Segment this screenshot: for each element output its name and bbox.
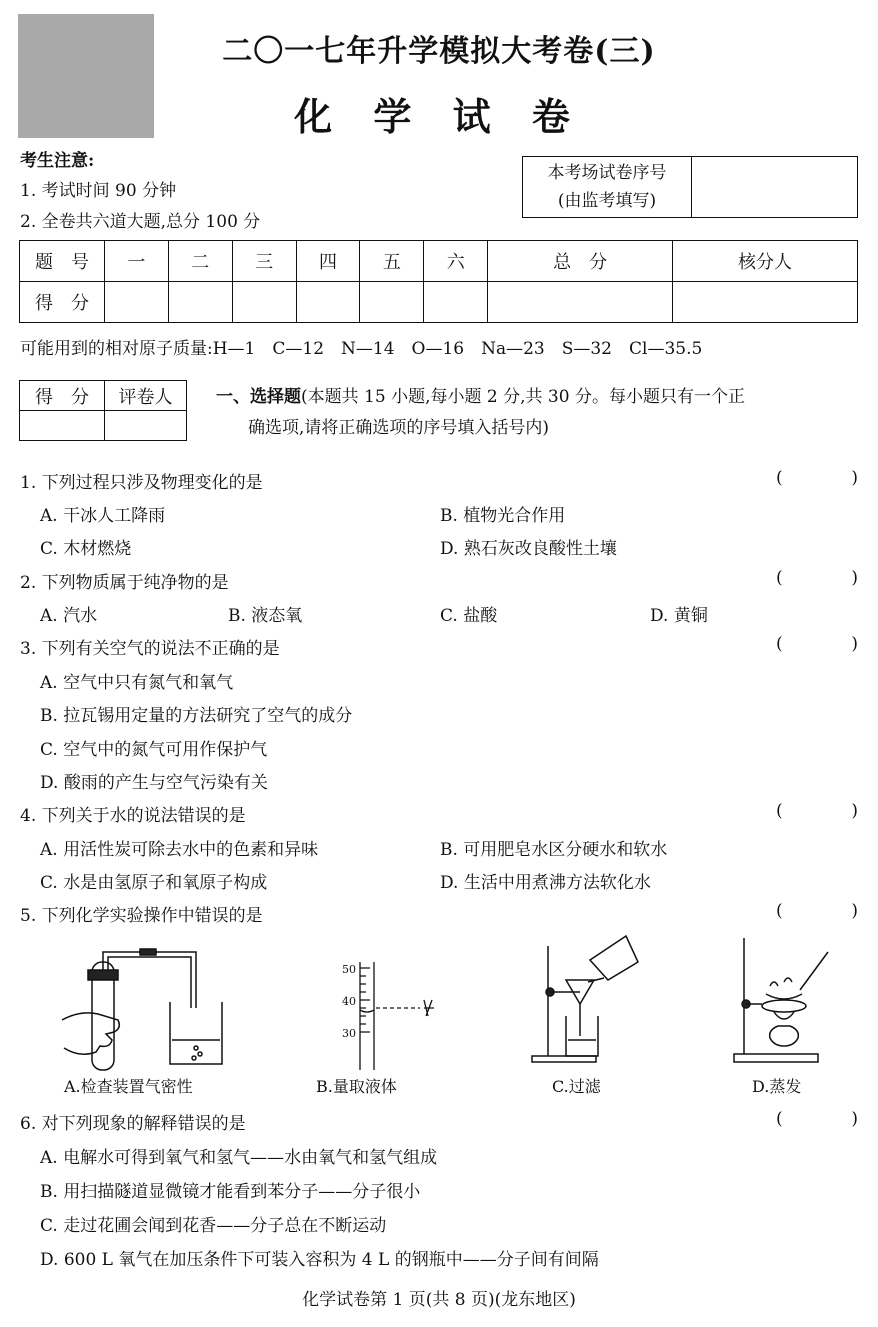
option: B. 植物光合作用 (440, 506, 566, 526)
notice-heading: 考生注意: (20, 151, 95, 171)
option: C. 空气中的氮气可用作保护气 (40, 740, 268, 760)
section-title: 一、选择题(本题共 15 小题,每小题 2 分,共 30 分。每小题只有一个正 确选项,请将正确选项的序号填入括号内) (216, 387, 745, 438)
option: B. 可用肥皂水区分硬水和软水 (440, 840, 668, 860)
question-stem: 5. 下列化学实验操作中错误的是 (20, 906, 263, 926)
option: D. 熟石灰改良酸性土壤 (440, 539, 617, 559)
option: B. 拉瓦锡用定量的方法研究了空气的成分 (40, 706, 353, 726)
apparatus-airtight-check (50, 940, 250, 1072)
seat-number-field[interactable] (692, 157, 858, 218)
option: D. 黄铜 (650, 606, 708, 626)
figure-label: B.量取液体 (316, 1077, 397, 1096)
score-header-cell: 核分人 (673, 241, 858, 282)
grader-box (19, 380, 187, 441)
exam-title: 二〇一七年升学模拟大考卷(三) (222, 34, 656, 69)
score-cell[interactable] (488, 282, 673, 323)
page-footer: 化学试卷第 1 页(共 8 页)(龙东地区) (302, 1290, 576, 1310)
cylinder-tick: 50 (342, 963, 356, 976)
option: A. 干冰人工降雨 (40, 506, 166, 526)
grader-label: 评卷人 (105, 381, 187, 411)
apparatus-evaporation (728, 934, 848, 1070)
option: A. 用活性炭可除去水中的色素和异味 (40, 840, 319, 860)
score-header-cell: 题 号 (20, 241, 105, 282)
question-stem: 2. 下列物质属于纯净物的是 (20, 573, 229, 593)
figure-label: D.蒸发 (752, 1077, 802, 1096)
option: C. 走过花圃会闻到花香——分子总在不断运动 (40, 1216, 387, 1236)
score-header-cell: 五 (360, 241, 424, 282)
score-header-cell: 二 (168, 241, 232, 282)
notice-item: 1. 考试时间 90 分钟 (20, 181, 177, 201)
score-header-cell: 四 (296, 241, 360, 282)
score-cell[interactable] (105, 282, 169, 323)
score-header-cell: 一 (105, 241, 169, 282)
score-header-cell: 三 (232, 241, 296, 282)
figure-label: C.过滤 (552, 1077, 601, 1096)
question-stem: 6. 对下列现象的解释错误的是 (20, 1114, 246, 1134)
score-cell[interactable] (424, 282, 488, 323)
score-cell[interactable] (296, 282, 360, 323)
option: A. 汽水 (40, 606, 98, 626)
apparatus-filtration (520, 932, 650, 1070)
atomic-masses: 可能用到的相对原子质量:H—1 C—12 N—14 O—16 Na—23 S—32 Cl—35.5 (20, 339, 703, 359)
seat-label: 本考场试卷序号 (由监考填写) (523, 157, 692, 218)
score-cell[interactable] (360, 282, 424, 323)
score-cell[interactable] (232, 282, 296, 323)
question-stem: 3. 下列有关空气的说法不正确的是 (20, 639, 280, 659)
option: A. 电解水可得到氧气和氢气——水由氧气和氢气组成 (40, 1148, 438, 1168)
score-cell[interactable] (673, 282, 858, 323)
cylinder-tick: 30 (342, 1027, 356, 1040)
grader-cell[interactable] (105, 411, 187, 441)
option: C. 水是由氢原子和氧原子构成 (40, 873, 268, 893)
question-stem: 4. 下列关于水的说法错误的是 (20, 806, 246, 826)
seat-number-box (522, 156, 858, 218)
score-cell[interactable] (168, 282, 232, 323)
score-header-cell: 六 (424, 241, 488, 282)
grader-cell[interactable] (20, 411, 105, 441)
score-header-cell: 总 分 (488, 241, 673, 282)
option: C. 盐酸 (440, 606, 498, 626)
apparatus-graduated-cylinder (320, 958, 450, 1074)
notice-item: 2. 全卷共六道大题,总分 100 分 (20, 212, 261, 232)
cylinder-tick: 40 (342, 995, 356, 1008)
option: B. 液态氧 (228, 606, 303, 626)
option: C. 木材燃烧 (40, 539, 132, 559)
grader-label: 得 分 (20, 381, 105, 411)
score-table (19, 240, 858, 323)
option: D. 生活中用煮沸方法软化水 (440, 873, 651, 893)
option: D. 酸雨的产生与空气污染有关 (40, 773, 268, 793)
option: A. 空气中只有氮气和氧气 (40, 673, 234, 693)
option: D. 600 L 氧气在加压条件下可装入容积为 4 L 的钢瓶中——分子间有间隔 (40, 1250, 599, 1270)
question-stem: 1. 下列过程只涉及物理变化的是 (20, 473, 263, 493)
score-row-label: 得 分 (20, 282, 105, 323)
exam-subtitle: 化 学 试 卷 (294, 94, 584, 139)
figure-label: A.检查装置气密性 (64, 1077, 193, 1096)
option: B. 用扫描隧道显微镜才能看到苯分子——分子很小 (40, 1182, 421, 1202)
